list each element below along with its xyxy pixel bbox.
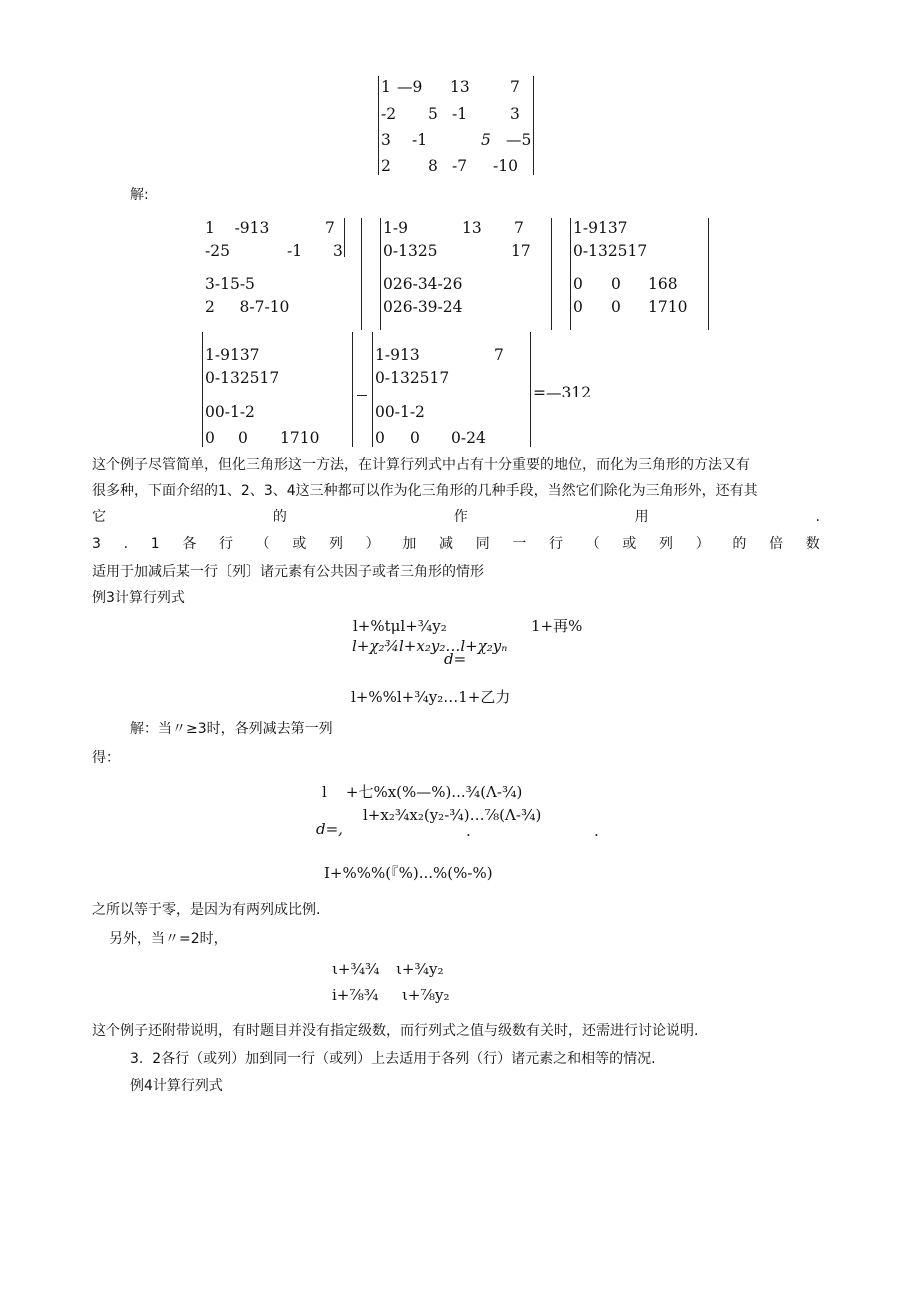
matrix-top-cell: 5 — [428, 105, 438, 123]
step2-result: =—312 — [533, 386, 592, 397]
step2-dash — [357, 395, 367, 396]
matrix-cell: 0-1325 — [383, 242, 438, 260]
matrix-top-cell: 3 — [510, 105, 520, 123]
heading-char: 或 — [622, 536, 637, 552]
matrix-cell: 0-132517 — [573, 242, 648, 260]
det-cell: ι+¾¾ — [332, 960, 380, 978]
step1-bar — [570, 218, 571, 330]
det-row: 1+再% — [531, 617, 583, 635]
matrix-top-cell: -1 — [452, 105, 468, 123]
matrix-top-cell: -10 — [493, 157, 518, 175]
section-3-2-heading: 3. 2各行（或列）加到同一行（或列）上去适用于各列（行）诸元素之和相等的情况. — [130, 1051, 656, 1067]
matrix-cell: 0 — [410, 429, 420, 447]
det-label: d= — [444, 650, 467, 668]
matrix-top-cell: 3 — [381, 131, 391, 149]
det-row: l+x₂¾x₂(y₂-¾)…⅞(Λ-¾) — [363, 806, 542, 824]
det-dot: . — [594, 822, 599, 840]
det-cell: ι+¾y₂ — [396, 960, 444, 978]
matrix-top-cell: 7 — [510, 78, 520, 96]
matrix-cell: 1710 — [280, 429, 320, 447]
section-3-1-description: 适用于加减后某一行〔列〕诸元素有公共因子或者三角形的情形 — [92, 564, 484, 580]
para1-line2: 很多种，下面介绍的1、2、3、4这三种都可以作为化三角形的几种手段，当然它们除化为三角形外，还有其 — [92, 483, 758, 499]
det-row: l+%tμl+¾y₂ — [353, 617, 447, 635]
heading-char: 行 — [218, 536, 233, 552]
heading-char: ） — [695, 536, 710, 552]
matrix-top-cell: 5 — [481, 131, 491, 149]
heading-char: 各 — [182, 536, 197, 552]
matrix-top-cell: -1 — [412, 131, 428, 149]
heading-char: （ — [585, 536, 600, 552]
heading-char: ） — [365, 536, 380, 552]
step1-bar — [551, 218, 552, 330]
step1-bar — [708, 218, 709, 330]
matrix-cell: 3 — [333, 242, 343, 260]
heading-char: 列 — [329, 536, 343, 552]
matrix-cell: 168 — [648, 275, 678, 293]
matrix-top-cell: 1 — [381, 78, 391, 96]
para1-line3-part: 用 — [634, 509, 649, 525]
det-cell: i+⅞¾ — [332, 986, 379, 1004]
matrix-cell: 0-132517 — [205, 369, 280, 387]
para1-line3-part: 它 — [92, 509, 106, 525]
matrix-top-cell: 8 — [428, 157, 438, 175]
heading-char: 3 — [92, 536, 101, 552]
det-label: d=, — [316, 820, 343, 838]
para1-line1: 这个例子尽管简单，但化三角形这一方法，在计算行列式中占有十分重要的地位，而化为三角形的方法又有 — [92, 457, 750, 473]
matrix-cell: 7 — [494, 346, 504, 364]
matrix-cell: 7 — [325, 219, 335, 237]
heading-char: 1 — [150, 536, 160, 552]
heading-char: . — [123, 536, 129, 552]
heading-char: 行 — [549, 536, 564, 552]
para1-line3-part: 的 — [272, 509, 287, 525]
det-row: l +七%x(%—%)...¾(Λ-¾) — [322, 783, 523, 801]
matrix-cell: 2 8-7-10 — [205, 298, 290, 316]
matrix-top-cell: —5 — [506, 131, 532, 149]
example-4-title: 例4计算行列式 — [130, 1078, 223, 1094]
matrix-cell: 3-15-5 — [205, 275, 255, 293]
heading-char: 加 — [402, 536, 417, 552]
det-row: l+%%l+¾y₂…1+乙力 — [351, 688, 511, 706]
matrix-cell: 0 — [375, 429, 385, 447]
para-note: 这个例子还附带说明，有时题目并没有指定级数，而行列式之值与级数有关时，还需进行讨论说明. — [92, 1023, 699, 1039]
matrix-cell: 1-913 — [375, 346, 420, 364]
matrix-cell: 1-9137 — [205, 346, 260, 364]
matrix-cell: 026-39-24 — [383, 298, 463, 316]
n-equals-2-text: 另外，当〃=2时， — [109, 931, 228, 947]
matrix-top-right-bar — [533, 76, 534, 175]
matrix-cell: 7 — [514, 219, 524, 237]
matrix-cell: 0 — [611, 275, 621, 293]
matrix-top-cell: -7 — [452, 157, 468, 175]
step2-bar — [372, 332, 373, 447]
det-row: I+%%%(『%)...%(%-%) — [324, 864, 493, 882]
para1-line3-part: . — [815, 509, 820, 525]
para1-line3 — [92, 510, 820, 524]
matrix-top-cell: -2 — [381, 105, 397, 123]
heading-char: 或 — [292, 536, 307, 552]
matrix-cell: 1 -913 — [205, 219, 270, 237]
matrix-cell: 026-34-26 — [383, 275, 463, 293]
step1-bar — [380, 218, 381, 330]
matrix-cell: 0-132517 — [375, 369, 450, 387]
matrix-cell: 17 — [511, 242, 531, 260]
section-3-1-heading — [92, 537, 820, 551]
solution-label: 解: — [130, 187, 149, 203]
step1-bar — [361, 218, 362, 330]
example-3-title: 例3计算行列式 — [92, 590, 185, 606]
step2-bar — [530, 332, 531, 447]
heading-char: （ — [255, 536, 270, 552]
matrix-cell: 0 — [611, 298, 621, 316]
matrix-top-cell: —9 — [397, 78, 423, 96]
para1-line3-part: 作 — [453, 509, 468, 525]
det-row: l+χ₂¾l+x₂y₂…l+χ₂yₙ — [352, 637, 508, 655]
det-dot: . — [466, 822, 471, 840]
det-cell: ι+⅞y₂ — [402, 986, 450, 1004]
matrix-cell: 0 — [573, 298, 583, 316]
matrix-cell: 00-1-2 — [375, 403, 425, 421]
heading-char: 减 — [439, 536, 454, 552]
matrix-cell: 1-9 — [383, 219, 408, 237]
step2-bar — [352, 332, 353, 447]
matrix-cell: 1710 — [648, 298, 688, 316]
matrix-cell: 0 — [238, 429, 248, 447]
matrix-cell: -25 — [205, 242, 230, 260]
matrix-top-left-bar — [378, 76, 379, 175]
step1-bar — [344, 218, 345, 257]
heading-char: 的 — [732, 536, 747, 552]
matrix-cell: 0 — [205, 429, 215, 447]
matrix-top-cell: 2 — [381, 157, 391, 175]
matrix-cell: 0 — [573, 275, 583, 293]
matrix-top-cell: 13 — [450, 78, 470, 96]
matrix-cell: 13 — [462, 219, 482, 237]
matrix-cell: -1 — [287, 242, 303, 260]
heading-char: 同 — [475, 536, 490, 552]
zero-reason-text: 之所以等于零，是因为有两列成比例. — [92, 902, 321, 918]
step2-bar — [202, 332, 203, 447]
heading-char: 数 — [805, 536, 820, 552]
heading-char: 列 — [659, 536, 674, 552]
step2-result-clip — [533, 386, 593, 397]
got-label: 得： — [92, 750, 120, 766]
matrix-cell: 1-9137 — [573, 219, 628, 237]
matrix-cell: 00-1-2 — [205, 403, 255, 421]
solution-3-text: 解：当〃≥3时，各列减去第一列 — [130, 721, 333, 737]
heading-char: 一 — [512, 536, 527, 552]
heading-char: 倍 — [769, 536, 784, 552]
matrix-cell: 0-24 — [451, 429, 486, 447]
